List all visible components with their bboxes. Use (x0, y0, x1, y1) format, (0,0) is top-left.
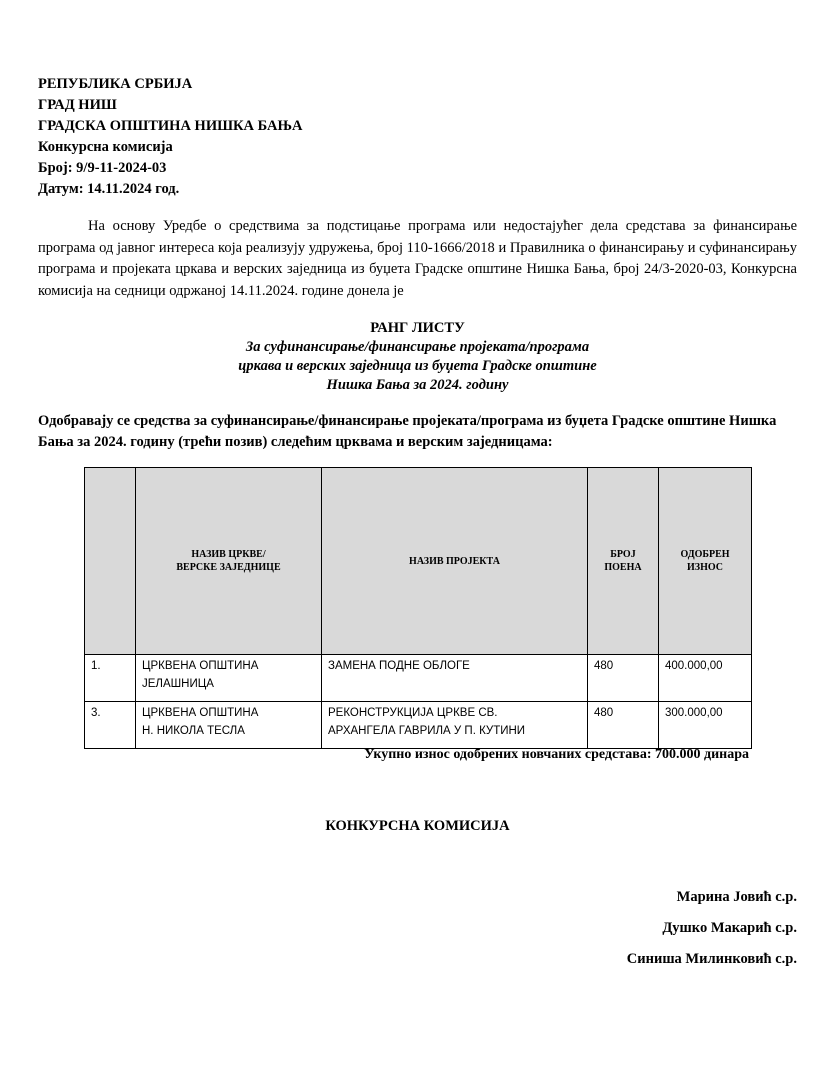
header-church-line-1: НАЗИВ ЦРКВЕ/ (191, 549, 266, 560)
title-line-1: РАНГ ЛИСТУ (370, 320, 465, 336)
row-amount: 300.000,00 (659, 702, 752, 749)
row-no: 1. (85, 655, 136, 702)
row-project-line-1: ЗАМЕНА ПОДНЕ ОБЛОГЕ (328, 660, 470, 672)
commission-title: КОНКУРСНА КОМИСИЈА (325, 818, 510, 834)
table-row (85, 655, 752, 702)
header-commission: Конкурсна комисија (38, 139, 173, 155)
table-row (85, 702, 752, 749)
signature-3: Синиша Милинковић с.р. (626, 951, 797, 967)
header-no (85, 468, 136, 655)
approval-paragraph: Одобравају се средства за суфинансирање/финансирање пројеката/програма из буџета Градске општине Нишка Бања за 2024. годину (трећи позив) следећим црквама и верским заједницама: (38, 413, 777, 450)
row-no: 3. (85, 702, 136, 749)
header-number: Број: 9/9-11-2024-03 (38, 160, 167, 176)
row-church-line-1: ЦРКВЕНА ОПШТИНА (142, 660, 259, 672)
row-points: 480 (588, 655, 659, 702)
header-points-line-1: БРОЈ (610, 549, 636, 560)
title-line-2: За суфинансирање/финансирање пројеката/програма (245, 339, 590, 355)
total-amount: Укупно износ одобрених новчаних средстава: 700.000 динара (364, 747, 749, 762)
row-church (136, 702, 322, 749)
row-church-line-1: ЦРКВЕНА ОПШТИНА (142, 707, 259, 719)
header-amount (659, 468, 752, 655)
header-church-line-2: ВЕРСКЕ ЗАЈЕДНИЦЕ (176, 562, 281, 573)
header-project: НАЗИВ ПРОЈЕКТА (322, 468, 588, 655)
signature-2: Душко Макарић с.р. (662, 920, 797, 936)
row-project-line-1: РЕКОНСТРУКЦИЈА ЦРКВЕ СВ. (328, 707, 498, 719)
row-project-line-2: АРХАНГЕЛА ГАВРИЛА У П. КУТИНИ (328, 725, 526, 737)
row-project (322, 655, 588, 702)
ranking-table (84, 467, 752, 749)
row-amount: 400.000,00 (659, 655, 752, 702)
header-amount-line-1: ОДОБРЕН (680, 549, 730, 560)
row-church (136, 655, 322, 702)
header-amount-line-2: ИЗНОС (687, 562, 723, 573)
intro-paragraph: На основу Уредбе о средствима за подстицање програма или недостајућег дела средстава за финансирање програма од јавног интереса која реализују удружења, број 110-1666/2018 и Правилника о финансирању и суфинансирању програма и пројеката цркава и верских заједница из буџета Градске општине Нишка Бања, број 24/3-2020-03, Конкурсна комисија на седници одржаној 14.11.2024. године донела је (38, 218, 797, 299)
signature-1: Марина Јовић с.р. (676, 889, 797, 905)
header-points (588, 468, 659, 655)
row-points: 480 (588, 702, 659, 749)
title-line-4: Нишка Бања за 2024. годину (326, 377, 509, 393)
header-date: Датум: 14.11.2024 год. (38, 181, 180, 197)
table-header-row (85, 468, 752, 655)
title-line-3: цркава и верских заједница из буџета Градске општине (238, 358, 597, 374)
signatures (627, 888, 797, 981)
document-header (38, 74, 303, 200)
header-municipality: ГРАДСКА ОПШТИНА НИШКА БАЊА (38, 118, 303, 134)
row-church-line-2: ЈЕЛАШНИЦА (142, 678, 214, 690)
document-title (0, 319, 835, 395)
header-republic: РЕПУБЛИКА СРБИЈА (38, 76, 193, 92)
header-city: ГРАД НИШ (38, 97, 117, 113)
header-church (136, 468, 322, 655)
header-points-line-2: ПОЕНА (604, 562, 642, 573)
row-church-line-2: Н. НИКОЛА ТЕСЛА (142, 725, 245, 737)
row-project (322, 702, 588, 749)
